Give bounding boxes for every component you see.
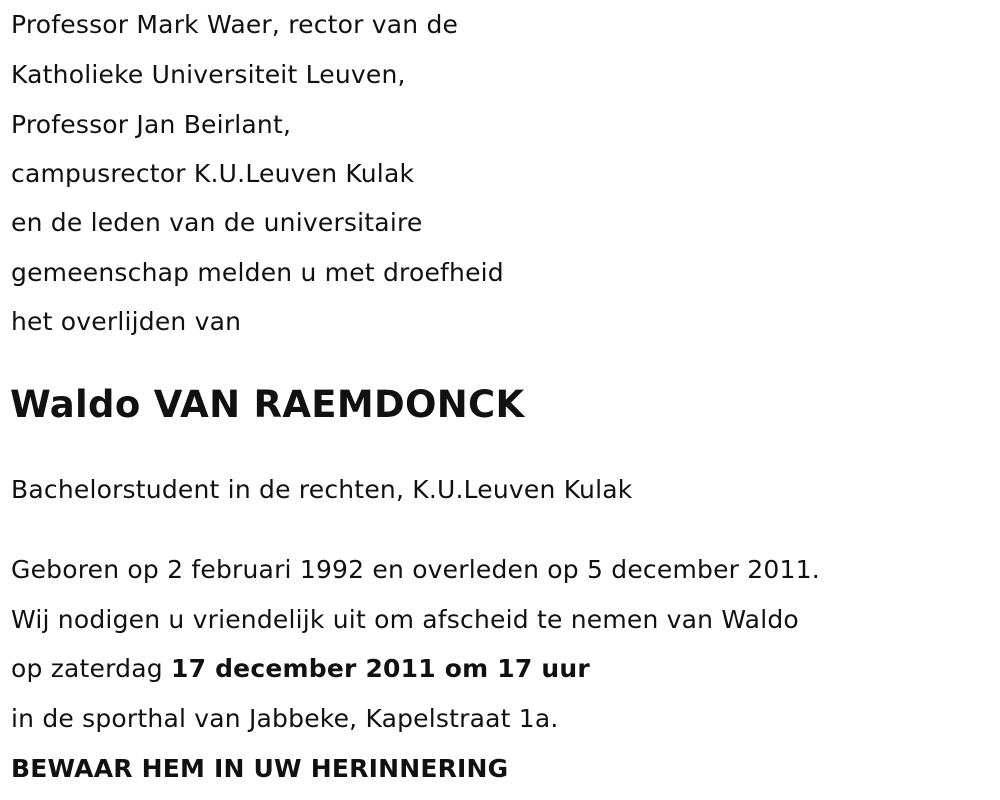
deceased-name: Waldo VAN RAEMDONCK bbox=[10, 383, 525, 426]
birth-death-line: Geboren op 2 februari 1992 en overleden op 5 december 2011. bbox=[11, 555, 820, 584]
intro-line-3: Professor Jan Beirlant, bbox=[11, 110, 292, 139]
intro-line-6: gemeenschap melden u met droefheid bbox=[11, 258, 504, 287]
ceremony-line bbox=[11, 654, 590, 684]
role-line: Bachelorstudent in de rechten, K.U.Leuven Kulak bbox=[11, 475, 633, 504]
ceremony-datetime: 17 december 2011 om 17 uur bbox=[170, 654, 590, 683]
closing-line: BEWAAR HEM IN UW HERINNERING bbox=[11, 754, 509, 783]
intro-line-5: en de leden van de universitaire bbox=[11, 208, 423, 237]
intro-line-7: het overlijden van bbox=[11, 307, 242, 336]
intro-line-4: campusrector K.U.Leuven Kulak bbox=[11, 159, 415, 188]
intro-line-2: Katholieke Universiteit Leuven, bbox=[11, 60, 406, 89]
intro-line-1: Professor Mark Waer, rector van de bbox=[11, 10, 459, 39]
invitation-line: Wij nodigen u vriendelijk uit om afscheid te nemen van Waldo bbox=[11, 605, 799, 634]
location-line: in de sporthal van Jabbeke, Kapelstraat 1a. bbox=[11, 704, 559, 733]
ceremony-prefix: op zaterdag bbox=[11, 654, 171, 683]
